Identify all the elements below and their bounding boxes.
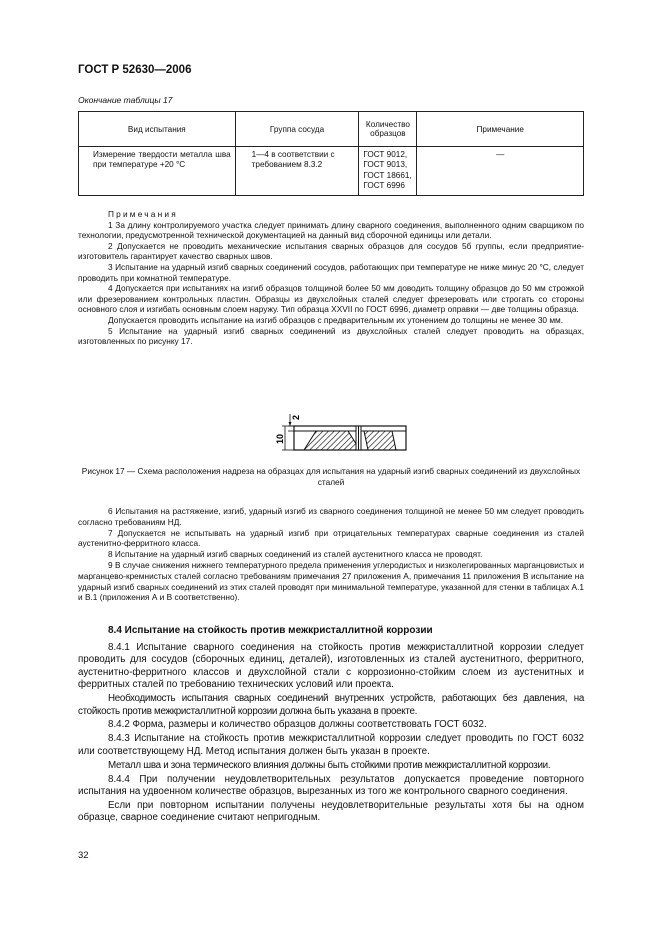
page-number: 32 — [78, 850, 89, 861]
col-header-vessel-group: Группа сосуда — [235, 112, 359, 147]
test-table — [78, 111, 584, 196]
paragraph: 8.4.2 Форма, размеры и количество образцов должны соответствовать ГОСТ 6032. — [108, 719, 487, 731]
table-row — [79, 147, 584, 196]
paragraph: 8.4.3 Испытание на стойкость против межкристаллитной коррозии следует проводить по ГОСТ 6032 или соответствующему НД. Метод испытания должен быть указан в проекте. — [78, 733, 584, 757]
standard-ref: ГОСТ 9012, — [363, 150, 408, 159]
cell-sample-count — [359, 147, 417, 196]
col-header-sample-count: Количество образцов — [359, 112, 417, 147]
notch-diagram — [272, 408, 408, 458]
note-item: 5 Испытание на ударный изгиб сварных соединений из двухслойных сталей следует проводить на образцах, изготовленных по рисунку 17. — [78, 325, 584, 347]
paragraph: 8.4.4 При получении неудовлетворительных результатов допускается проведение повторного испытания на удвоенном количестве образцов, вырезанных из того же контрольного сварного соединения. — [78, 773, 584, 797]
standard-ref: ГОСТ 18661, — [363, 170, 412, 180]
col-header-test-type: Вид испытания — [79, 112, 236, 147]
note-item: 3 Испытание на ударный изгиб сварных соединений сосудов, работающих при температуре не ниже минус 20 °С, следует проводить при комнатной температуре. — [78, 261, 584, 283]
notes-title: Примечания — [108, 209, 178, 219]
note-item: 8 Испытание на ударный изгиб сварных соединений из сталей аустенитного класса не проводят. — [108, 549, 483, 560]
paragraph: Если при повторном испытании получены неудовлетворительные результаты хотя бы на одном образце, сварное соединение считают непригодным. — [78, 799, 584, 824]
cell-vessel-group: 1—4 в соответствии с требованием 8.3.2 — [235, 147, 359, 196]
section-body — [78, 642, 584, 826]
section-title: 8.4 Испытание на стойкость против межкристаллитной коррозии — [108, 625, 433, 636]
document-header: ГОСТ Р 52630—2006 — [78, 64, 192, 76]
weld-zone-right — [364, 431, 396, 450]
note-item: 1 За длину контролируемого участка следует принимать длину сварного соединения, выполненного одним сварщиком по технологии, предусмотренной технической документацией на данный вид сборочной единицы или детали. — [78, 219, 584, 241]
notes-continued — [78, 506, 584, 603]
dim-label-10: 10 — [275, 433, 285, 444]
paragraph: 8.4.1 Испытание сварного соединения на стойкость против межкристаллитной коррозии следует проводить для сосудов (сборочных единиц, деталей), изготовленных из сталей аустенитного, ферритного, аустенитно-ферритного классов и двухслойной стали с коррозионно-стойким слоем из аустенитных и ферритных сталей по требованию технических условий или проекта. — [78, 642, 584, 691]
note-item: 6 Испытания на растяжение, изгиб, ударный изгиб из сварного соединения толщиной не менее 50 мм следует проводить согласно требованиям НД. — [78, 506, 584, 527]
note-item: 7 Допускается не испытывать на ударный изгиб при отрицательных температурах сварные соединения из сталей аустенитно-ферритного класса. — [78, 527, 584, 549]
standard-ref: ГОСТ 6996 — [363, 181, 405, 191]
note-item: 4 Допускается при испытаниях на изгиб образцов толщиной более 50 мм доводить толщину образцов до 50 мм строжкой или фрезерованием контрольных пластин. Образцы из двухслойных сталей следует фрезеровать или строгать со стороны основного слоя и изгибать основным слоем наружу. Тип образца XXVII по ГОСТ 6996, диаметр оправки — две толщины образца. — [78, 283, 584, 315]
table-caption: Окончание таблицы 17 — [78, 95, 173, 105]
notes-block — [78, 209, 584, 347]
dim-label-2: 2 — [291, 414, 301, 420]
table-header-row — [79, 112, 584, 147]
note-item: Допускается проводить испытание на изгиб образцов с предварительным их утонением до толщины не менее 30 мм. — [108, 314, 564, 325]
note-item: 2 Допускается не проводить механические испытания сварных образцов для сосудов 5б группы, если предприятие-изготовитель гарантирует качество сварных швов. — [78, 240, 584, 262]
cell-test-type: Измерение твердости металла шва при температуре +20 °С — [79, 147, 236, 196]
paragraph: Металл шва и зона термического влияния должны быть стойкими против межкристаллитной коррозии. — [108, 759, 551, 771]
dim-arrow — [289, 422, 292, 426]
paragraph: Необходимость испытания сварных соединений внутренних устройств, работающих без давления, на стойкость против межкристаллитной коррозии должна быть указана в проекте. — [78, 693, 584, 717]
col-header-note: Примечание — [417, 112, 584, 147]
cell-note: — — [417, 147, 584, 196]
standard-ref: ГОСТ 9013, — [363, 160, 408, 170]
note-item: 9 В случае снижения нижнего температурного предела применения углеродистых и низколегированных марганцовистых и марганцево-кремнистых сталей согласно требованиям примечания 27 приложения А, примечания 11 приложения В испытание на ударный изгиб сварных соединений из этих сталей проводят при минимальной температуре, указанной для стенки в таблицах А.1 и В.1 (приложения А и В соответственно). — [78, 559, 584, 603]
figure-caption: Рисунок 17 — Схема расположения надреза на образцах для испытания на ударный изгиб сварных соединений из двухслойных сталей — [81, 466, 581, 487]
